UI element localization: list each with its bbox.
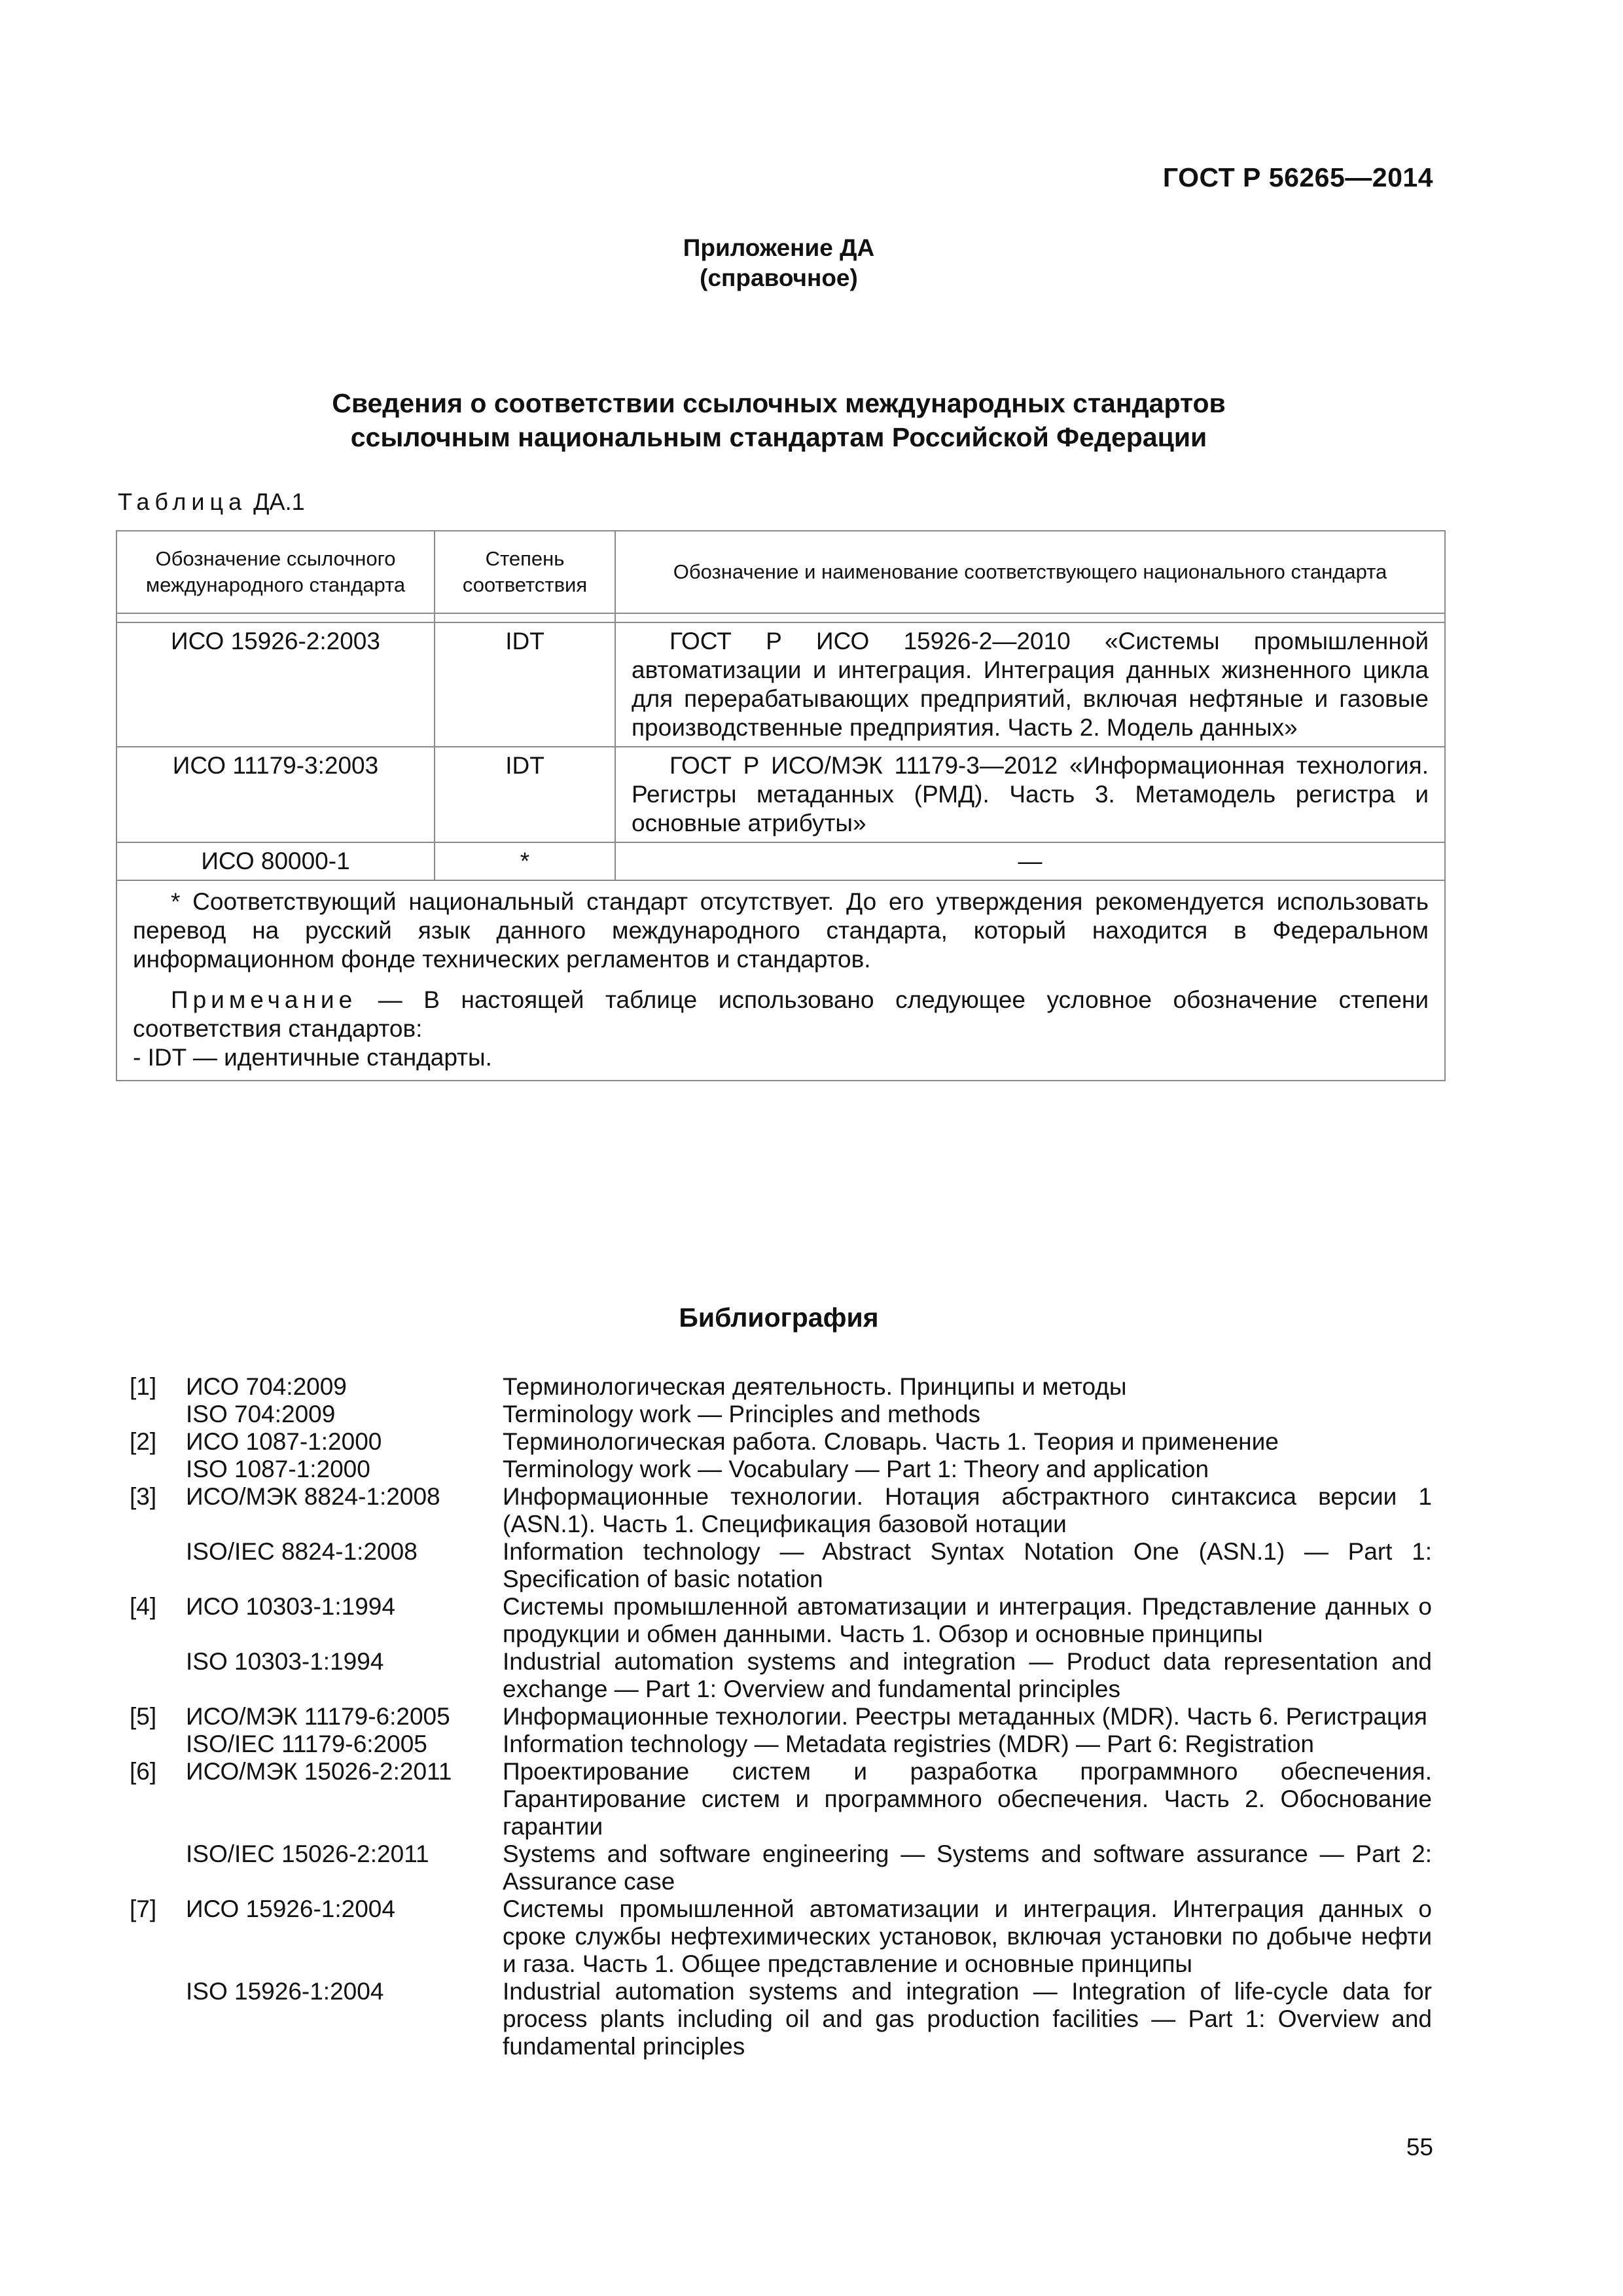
- bib-entry: [130, 1401, 1432, 1428]
- table-note: [133, 986, 1429, 1043]
- bibliography-list: [130, 1373, 1432, 2060]
- bib-description: Terminology work — Vocabulary — Part 1: Theory and application: [503, 1456, 1209, 1482]
- bib-entry: [130, 1648, 1432, 1703]
- bib-entry: [130, 1593, 1432, 1648]
- bib-entry: [130, 1978, 1432, 2060]
- cell-degree: IDT: [435, 747, 615, 842]
- bib-code: ИСО/МЭК 15026-2:2011: [186, 1758, 452, 1785]
- bib-code: ИСО/МЭК 11179-6:2005: [186, 1703, 450, 1730]
- bib-description: Industrial automation systems and integration — Integration of life-cycle data for process plants including oil and gas production facilities — Part 1: Overview and fundamental principles: [503, 1978, 1432, 2060]
- bib-description: Terminology work — Principles and methods: [503, 1401, 981, 1427]
- bib-entry: [130, 1758, 1432, 1840]
- cell-national: ГОСТ Р ИСО 15926-2—2010 «Системы промышленной автоматизации и интеграция. Интеграция данных жизненного цикла для перерабатывающих предприятий, включая нефтяные и газовые производственные предприятия. Часть 2. Модель данных»: [615, 622, 1444, 747]
- table-notes: [117, 881, 1444, 1080]
- bib-code: ISO/IEC 15026-2:2011: [186, 1840, 429, 1867]
- section-title: [0, 386, 1558, 454]
- bib-description: Терминологическая работа. Словарь. Часть 1. Теория и применение: [503, 1428, 1279, 1455]
- cell-intl: ИСО 80000-1: [117, 842, 435, 880]
- document-code: ГОСТ Р 56265—2014: [1162, 162, 1433, 192]
- header-gap-row: [117, 613, 1444, 622]
- bib-code: ИСО 1087-1:2000: [186, 1428, 382, 1455]
- cell-national: —: [615, 842, 1444, 880]
- bib-entry: [130, 1373, 1432, 1401]
- note-label: Примечание: [171, 986, 357, 1013]
- table-row: [117, 747, 1444, 842]
- bib-description: Системы промышленной автоматизации и интеграция. Представление данных о продукции и обмен данными. Часть 1. Обзор и основные принципы: [503, 1593, 1432, 1647]
- bib-number: [130, 1648, 186, 1703]
- bib-number: [130, 1840, 186, 1895]
- bib-entry: [130, 1895, 1432, 1978]
- appendix-title: Приложение ДА: [683, 234, 875, 261]
- bib-description: Information technology — Metadata registries (MDR) — Part 6: Registration: [503, 1731, 1314, 1757]
- bib-number: [130, 1456, 186, 1483]
- table-footnote: * Соответствующий национальный стандарт отсутствует. До его утверждения рекомендуется использовать перевод на русский язык данного международного стандарта, который находится в Федеральном информационном фонде технических регламентов и стандартов.: [133, 888, 1429, 973]
- note-item: - IDT — идентичные стандарты.: [133, 1044, 492, 1071]
- bib-number: [1]: [130, 1373, 157, 1400]
- bib-number: [3]: [130, 1483, 157, 1510]
- table-caption: [118, 488, 305, 516]
- cell-degree: *: [435, 842, 615, 880]
- bib-description: Information technology — Abstract Syntax Notation One (ASN.1) — Part 1: Specification of basic notation: [503, 1538, 1432, 1592]
- bib-entry: [130, 1703, 1432, 1731]
- bib-code: ИСО 10303-1:1994: [186, 1593, 395, 1620]
- page-number: 55: [1406, 2134, 1433, 2161]
- bib-entry: [130, 1840, 1432, 1895]
- bib-number: [7]: [130, 1895, 157, 1922]
- bib-entry: [130, 1456, 1432, 1483]
- bib-description: Системы промышленной автоматизации и интеграция. Интеграция данных о сроке службы нефтехимических установок, включая установки по добыче нефти и газа. Часть 1. Общее представление и основные принципы: [503, 1895, 1432, 1977]
- table-caption-word: Таблица: [118, 488, 247, 515]
- bib-entry: [130, 1538, 1432, 1593]
- bib-code: ISO 15926-1:2004: [186, 1978, 384, 2005]
- bib-code: ISO 1087-1:2000: [186, 1456, 370, 1482]
- bib-number: [130, 1978, 186, 2060]
- header-intl-standard: Обозначение ссылочного международного стандарта: [117, 531, 435, 613]
- bib-description: Информационные технологии. Нотация абстрактного синтаксиса версии 1 (ASN.1). Часть 1. Спецификация базовой нотации: [503, 1483, 1432, 1537]
- section-title-line2: ссылочным национальным стандартам Российской Федерации: [350, 422, 1207, 452]
- bib-code: ИСО 15926-1:2004: [186, 1895, 395, 1922]
- bib-code: ISO 704:2009: [186, 1401, 336, 1427]
- bib-number: [2]: [130, 1428, 157, 1455]
- bib-code: ISO 10303-1:1994: [186, 1648, 384, 1675]
- bib-number: [6]: [130, 1758, 157, 1785]
- bib-number: [130, 1401, 186, 1428]
- bib-number: [130, 1731, 186, 1758]
- bibliography-title: Библиография: [679, 1302, 879, 1333]
- bib-number: [5]: [130, 1703, 157, 1730]
- cell-degree: IDT: [435, 622, 615, 747]
- bib-entry: [130, 1731, 1432, 1758]
- cell-national: ГОСТ Р ИСО/МЭК 11179-3—2012 «Информационная технология. Регистры метаданных (РМД). Часть 3. Метамодель регистра и основные атрибуты»: [615, 747, 1444, 842]
- bib-code: ISO/IEC 8824-1:2008: [186, 1538, 418, 1565]
- bib-number: [4]: [130, 1593, 157, 1620]
- table-row: [117, 842, 1444, 880]
- appendix-heading: [0, 233, 1558, 293]
- standards-table: [117, 531, 1444, 881]
- appendix-subtitle: (справочное): [700, 264, 858, 291]
- table-header-row: [117, 531, 1444, 613]
- header-national-standard: Обозначение и наименование соответствующего национального стандарта: [615, 531, 1444, 613]
- bib-code: ИСО/МЭК 8824-1:2008: [186, 1483, 440, 1510]
- table-caption-number: ДА.1: [253, 488, 305, 515]
- bib-description: Терминологическая деятельность. Принципы и методы: [503, 1373, 1127, 1400]
- section-title-line1: Сведения о соответствии ссылочных международных стандартов: [332, 388, 1226, 418]
- bib-description: Информационные технологии. Реестры метаданных (MDR). Часть 6. Регистрация: [503, 1703, 1427, 1730]
- note-text: — В настоящей таблице использовано следующее условное обозначение степени соответствия стандартов:: [133, 986, 1429, 1042]
- bib-entry: [130, 1483, 1432, 1538]
- bib-code: ИСО 704:2009: [186, 1373, 347, 1400]
- bib-number: [130, 1538, 186, 1593]
- cell-intl: ИСО 15926-2:2003: [117, 622, 435, 747]
- cell-intl: ИСО 11179-3:2003: [117, 747, 435, 842]
- table-row: [117, 622, 1444, 747]
- bib-code: ISO/IEC 11179-6:2005: [186, 1731, 427, 1757]
- header-degree: Степень соответствия: [435, 531, 615, 613]
- bib-description: Проектирование систем и разработка программного обеспечения. Гарантирование систем и программного обеспечения. Часть 2. Обоснование гарантии: [503, 1758, 1432, 1840]
- correspondence-table: [116, 530, 1446, 1081]
- bib-description: Systems and software engineering — Systems and software assurance — Part 2: Assurance case: [503, 1840, 1432, 1895]
- bib-entry: [130, 1428, 1432, 1456]
- bib-description: Industrial automation systems and integration — Product data representation and exchange — Part 1: Overview and fundamental principles: [503, 1648, 1432, 1702]
